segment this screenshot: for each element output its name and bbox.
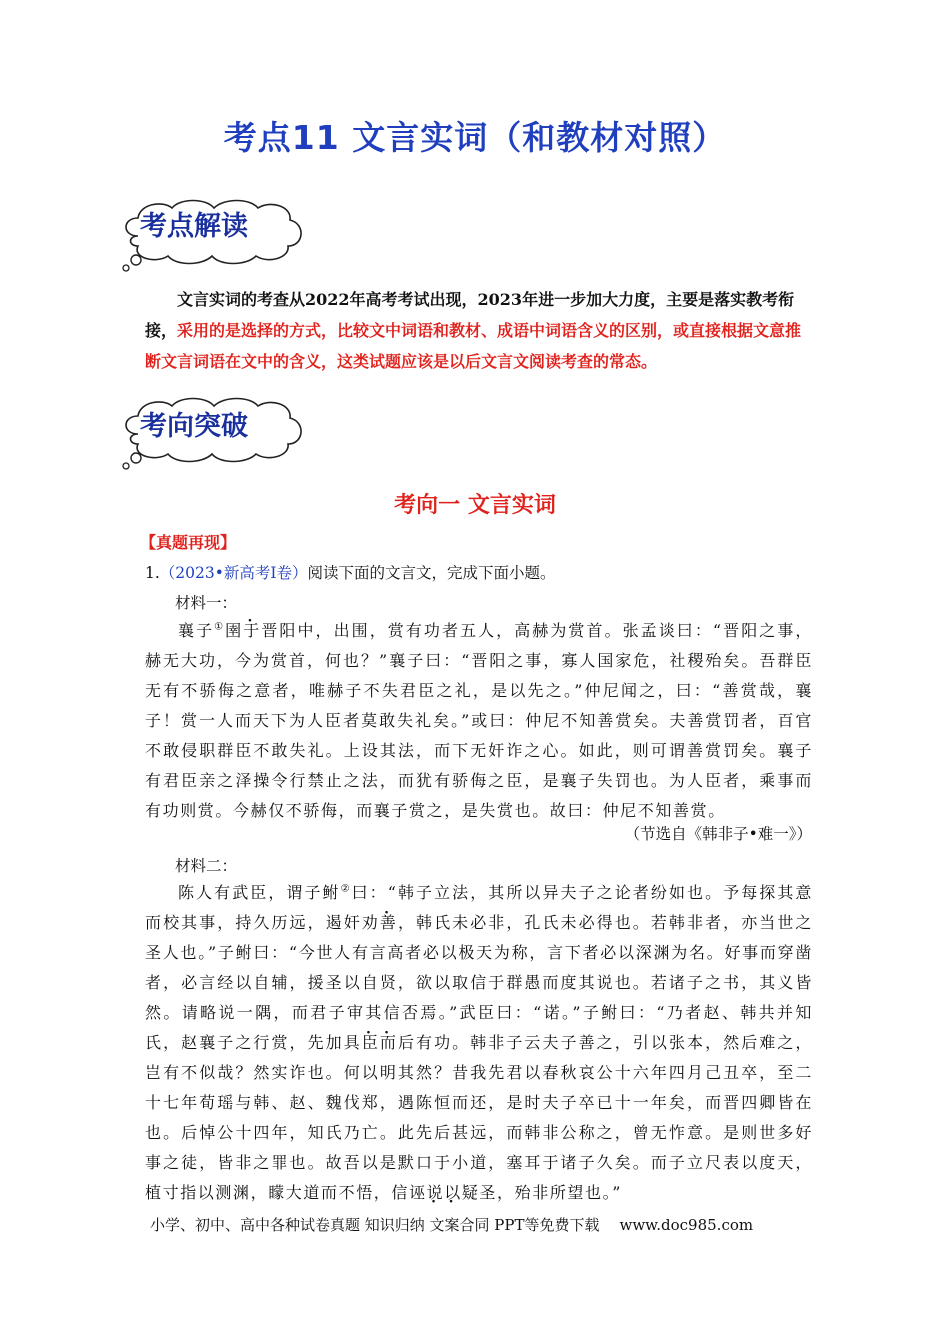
dotted-word: 具 bbox=[343, 1033, 362, 1052]
real-exam-label: 【真题再现】 bbox=[140, 533, 237, 552]
question-number: 1. bbox=[145, 564, 160, 582]
footnote-marker-1: ① bbox=[214, 621, 226, 633]
dotted-word: 说 bbox=[426, 1183, 445, 1202]
dotted-word: 诬 bbox=[409, 1183, 427, 1202]
dotted-word: 臣 bbox=[361, 1033, 380, 1052]
passage-text: 而后有功。韩非子云夫子善之，引以张本，然后难之，岂有不似哉？然实诈也。何以明其然？昔我先君以春秋哀公十六年四月己丑卒，至二十七年荀瑶与韩、赵、魏伐郑，遇陈恒而还，是时夫子卒已十一年矣，而晋四卿皆在也。后悼公十四年，知氏乃亡。此先后甚远，而韩非公称之，曾无怍意。是则世多好事之徒，皆非之罪也。故吾以是默口于小道，塞耳于诸子久矣。而子立尺表以度天，植寸指以测渊，矇大道而不悟，信 bbox=[145, 1033, 814, 1202]
cloud-label-kaodian: 考点解读 bbox=[140, 211, 248, 242]
question-instruction: 阅读下面的文言文，完成下面小题。 bbox=[307, 564, 556, 582]
intro-normal-text: 文言实词的考查从2022年高考考试出现，2023年进一步加大力度，主要是落实教考衔接， bbox=[145, 290, 795, 340]
section-heading: 考向一 文言实词 bbox=[394, 493, 556, 518]
intro-paragraph bbox=[145, 284, 813, 377]
material1-source: （节选自《韩非子•难一》） bbox=[624, 825, 812, 843]
material2-passage bbox=[145, 878, 813, 1208]
passage-text: 曰：“韩子立法，其所以异夫子之论者纷如也。予每探其意而校其事，持久历远，遏奸 bbox=[145, 883, 813, 932]
section-cloud-badge-2 bbox=[116, 394, 306, 472]
footer-url[interactable]: www.doc985.com bbox=[619, 1216, 754, 1234]
footer-text: 小学、初中、高中各种试卷真题 知识归纳 文案合同 PPT等免费下载 bbox=[150, 1216, 600, 1234]
material2-label: 材料二： bbox=[175, 857, 238, 875]
intro-highlight-text: 采用的是选择的方式，比较文中词语和教材、成语中词语含义的区别，或直接根据文意推断文言词语在文中的含义，这类试题应该是以后文言文阅读考查的常态。 bbox=[145, 321, 802, 371]
question-line bbox=[145, 561, 556, 583]
passage-text: 善，韩氏未必非，孔氏未必得也。若韩非者，亦当世之圣人也。”子鲋曰：“今世人有言高者必以极天为称，言下者必以深渊为名。好事而穿凿者，必言经以自辅，援圣以自贤，欲以取信于群愚而度其说也。若诸子之书，其义皆然。请略说一隅，而君子审其信否焉。”武臣曰：“诺。”子鲋曰：“乃者赵、韩共并知氏，赵襄子之行赏，先加 bbox=[145, 913, 813, 1052]
section-cloud-badge-1 bbox=[116, 196, 306, 274]
page-footer bbox=[150, 1214, 753, 1235]
footnote-marker-2: ② bbox=[340, 883, 352, 895]
passage-text: 襄子 bbox=[178, 621, 215, 640]
dotted-word: 圉 bbox=[225, 621, 244, 640]
question-source: （2023•新高考Ⅰ卷） bbox=[159, 564, 308, 582]
passage-text: 以疑圣，殆非所望也。” bbox=[444, 1183, 623, 1202]
material1-label: 材料一： bbox=[175, 594, 238, 612]
page-title: 考点11 文言实词（和教材对照） bbox=[223, 118, 727, 157]
material1-passage bbox=[145, 616, 813, 826]
cloud-label-kaoxiang: 考向突破 bbox=[140, 411, 248, 442]
passage-text: 于晋阳中，出围，赏有功者五人，高赫为赏首。张孟谈曰：“晋阳之事，赫无大功，今为赏首，何也？”襄子曰：“晋阳之事，寡人国家危，社稷殆矣。吾群臣无有不骄侮之意者，唯赫子不失君臣之礼，是以先之。”仲尼闻之，曰：“善赏哉，襄子！赏一人而天下为人臣者莫敢失礼矣。”或曰：仲尼不知善赏矣。夫善赏罚者，百官不敢侵职群臣不敢失礼。上设其法，而下无奸诈之心。如此，则可谓善赏罚矣。襄子有君臣亲之泽操令行禁止之法，而犹有骄侮之臣，是襄子失罚也。为人臣者，乘事而有功则赏。今赫仅不骄侮，而襄子赏之，是失赏也。故曰：仲尼不知善赏。 bbox=[145, 621, 813, 820]
passage-text: 陈人有武臣，谓子鲋 bbox=[178, 883, 341, 902]
dotted-word: 劝 bbox=[361, 913, 380, 932]
